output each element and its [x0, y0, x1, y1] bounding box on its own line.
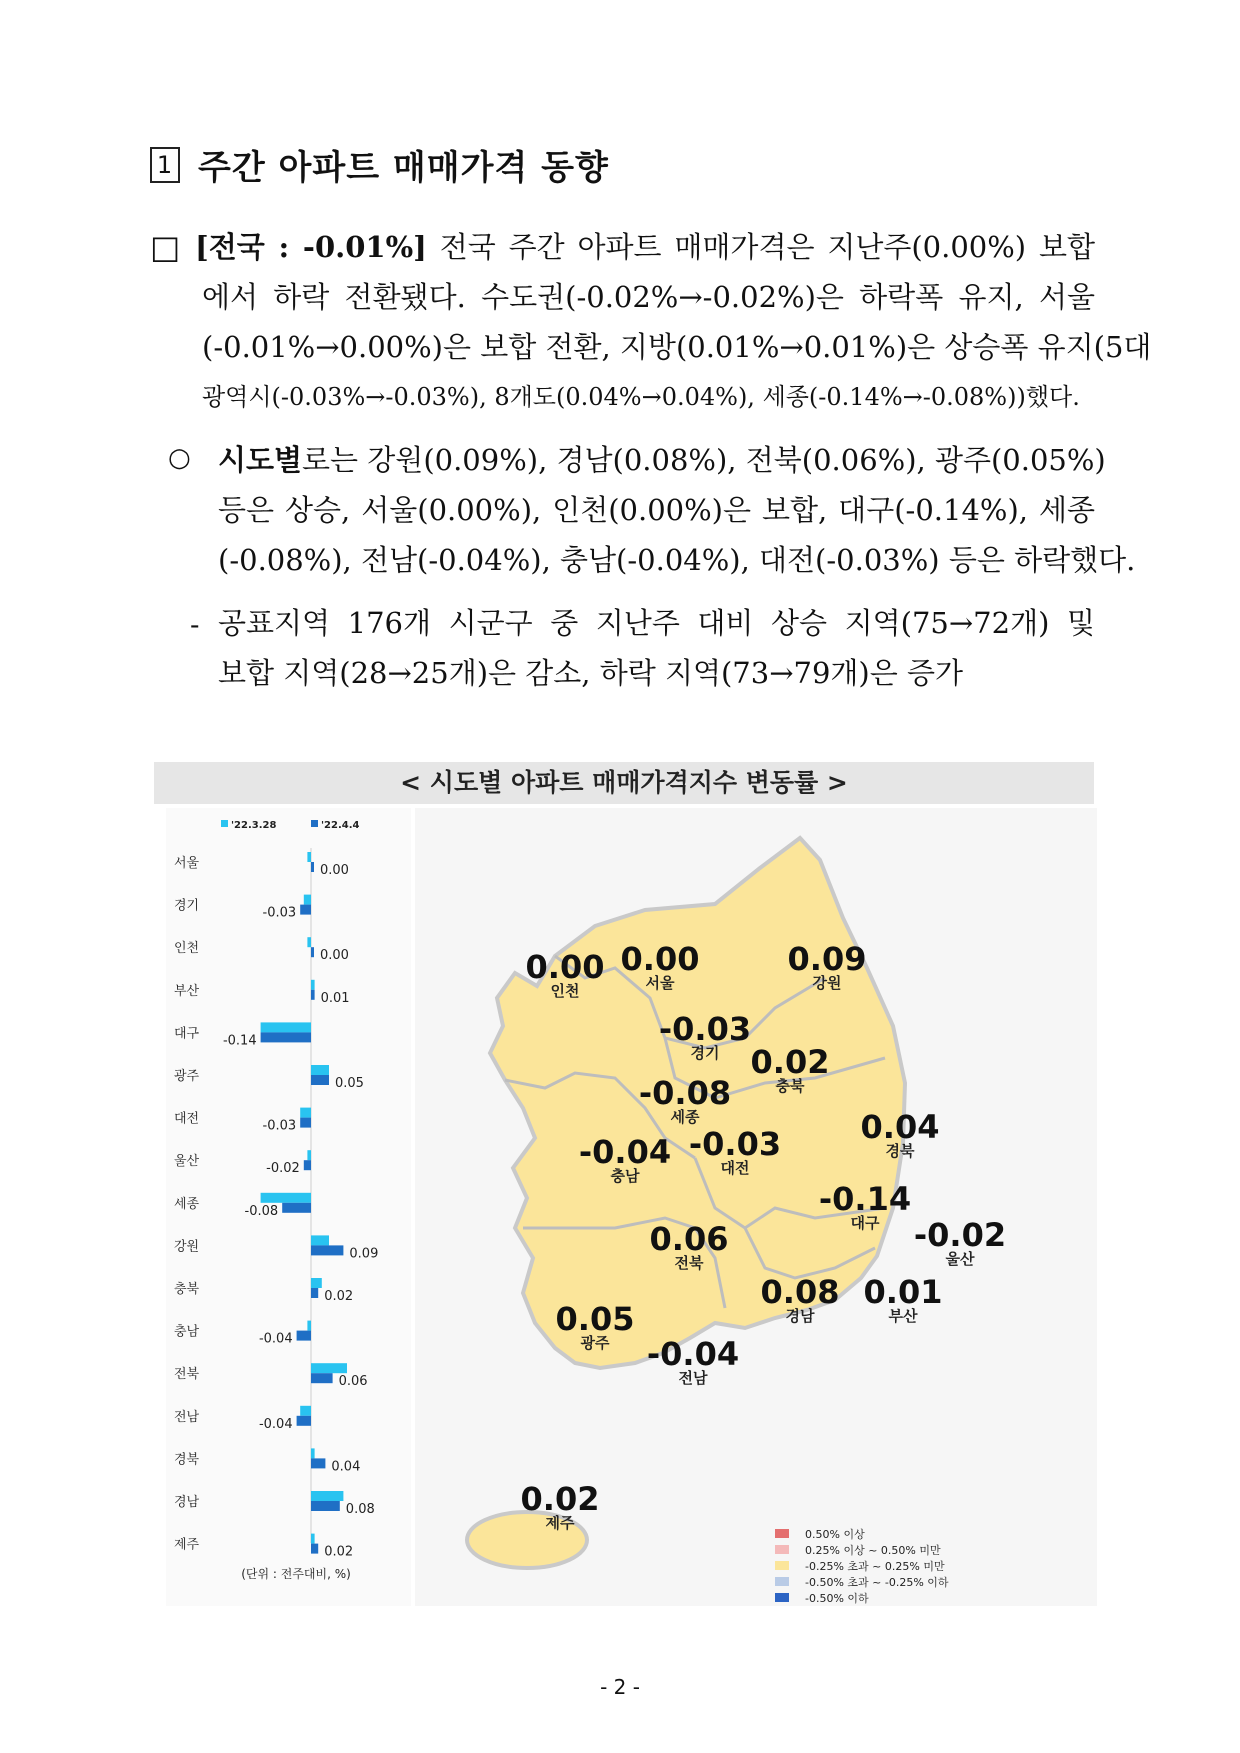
bar: [311, 1235, 329, 1245]
bar: [307, 937, 311, 947]
map-panel: [415, 808, 1097, 1606]
region-name: 제주: [545, 1514, 575, 1532]
category-label: 강원: [174, 1239, 200, 1255]
data-label: -0.03: [262, 1118, 297, 1134]
data-label: -0.02: [266, 1161, 300, 1177]
region-name: 인천: [550, 982, 580, 1000]
regional-paragraph: [218, 435, 1136, 585]
region-name: 충북: [775, 1077, 805, 1095]
bar: [311, 1534, 315, 1544]
bar: [297, 1416, 311, 1426]
bar: [311, 990, 315, 1000]
region-value: -0.03: [658, 1010, 752, 1048]
map-legend-label: 0.50% 이상: [805, 1528, 865, 1541]
regional-line-2: 등은 상승, 서울(0.00%), 인천(0.00%)은 보합, 대구(-0.14%), 세종: [218, 493, 1095, 527]
region-value: -0.08: [638, 1074, 732, 1112]
bar: [311, 1458, 325, 1468]
category-label: 부산: [174, 983, 200, 999]
bar: [300, 1406, 311, 1416]
data-label: 0.02: [324, 1544, 354, 1560]
bar: [304, 895, 311, 905]
region-name: 부산: [888, 1307, 918, 1325]
detail-paragraph: [218, 598, 1095, 698]
region-name: 대구: [850, 1214, 880, 1232]
region-value: -0.04: [646, 1335, 740, 1373]
page-number: - 2 -: [600, 1675, 640, 1699]
summary-line-1: 전국 주간 아파트 매매가격은 지난주(0.00%) 보합: [439, 230, 1096, 264]
region-value: 0.01: [863, 1273, 943, 1311]
category-label: 광주: [174, 1069, 200, 1084]
legend-swatch: [221, 820, 228, 827]
region-name: 전남: [678, 1369, 708, 1387]
region-name: 광주: [580, 1334, 610, 1352]
bar: [300, 1108, 311, 1118]
regional-marker: ○: [168, 443, 191, 473]
summary-paragraph: [195, 222, 1095, 272]
region-name: 충남: [610, 1167, 640, 1185]
bar: [311, 1544, 318, 1554]
bar: [311, 1491, 343, 1501]
section-title: [150, 140, 609, 189]
region-name: 경북: [885, 1142, 915, 1160]
region-value: 0.05: [555, 1300, 635, 1338]
summary-label: [전국 : -0.01%]: [195, 230, 427, 264]
summary-line-4: 광역시(-0.03%→-0.03%), 8개도(0.04%→0.04%), 세종(-0.14%→-0.08%))했다.: [202, 383, 1080, 411]
legend-color-box: [775, 1529, 789, 1538]
region-value: -0.03: [688, 1125, 782, 1163]
summary-line-2: 에서 하락 전환됐다. 수도권(-0.02%→-0.02%)은 하락폭 유지, 서울: [202, 280, 1095, 314]
legend-color-box: [775, 1545, 789, 1554]
data-label: 0.01: [320, 990, 350, 1006]
data-label: 0.09: [349, 1246, 379, 1262]
category-label: 경남: [174, 1495, 200, 1510]
bar: [261, 1022, 311, 1032]
regional-line-3: (-0.08%), 전남(-0.04%), 충남(-0.04%), 대전(-0.03%) 등은 하락했다.: [218, 543, 1136, 577]
bar: [297, 1331, 311, 1341]
region-name: 경남: [785, 1307, 815, 1325]
category-label: 충북: [174, 1282, 200, 1297]
bar: [300, 905, 311, 915]
bar: [311, 1278, 322, 1288]
data-label: 0.00: [320, 948, 349, 964]
summary-marker: □: [150, 228, 181, 266]
region-name: 세종: [670, 1108, 700, 1126]
bar: [311, 947, 314, 957]
section-number: 1: [150, 147, 180, 183]
summary-continuation: [202, 272, 1152, 422]
map-legend-label: -0.50% 이하: [805, 1592, 869, 1605]
map-legend-label: -0.50% 초과 ~ -0.25% 이하: [805, 1576, 949, 1589]
data-label: 0.02: [324, 1289, 354, 1304]
category-label: 대전: [174, 1111, 200, 1127]
bar: [311, 862, 314, 872]
bar: [307, 852, 311, 862]
data-label: 0.00: [320, 863, 349, 878]
bar: [311, 1448, 315, 1458]
bar: [311, 1065, 329, 1075]
bar: [311, 980, 315, 990]
regional-label: 시도별: [218, 443, 303, 477]
bar: [311, 1288, 318, 1298]
region-value: -0.02: [913, 1216, 1007, 1254]
region-value: 0.02: [750, 1043, 830, 1081]
map-legend-label: 0.25% 이상 ~ 0.50% 미만: [805, 1544, 941, 1557]
detail-line-1: 공표지역 176개 시군구 중 지난주 대비 상승 지역(75→72개) 및: [218, 606, 1095, 640]
region-name: 강원: [812, 974, 842, 992]
category-label: 충남: [174, 1324, 200, 1340]
bar: [261, 1193, 311, 1203]
data-label: -0.04: [258, 1331, 293, 1347]
section-title-text: 주간 아파트 매매가격 동향: [198, 148, 609, 188]
bar: [307, 1150, 311, 1160]
region-value: 0.09: [787, 940, 867, 978]
category-label: 경북: [174, 1452, 200, 1468]
legend-color-box: [775, 1577, 789, 1586]
bar: [282, 1203, 311, 1213]
region-name: 전북: [674, 1254, 704, 1272]
category-label: 대구: [174, 1026, 200, 1042]
legend-swatch: [311, 820, 318, 827]
bar-chart: [166, 808, 411, 1606]
data-label: 0.06: [338, 1374, 368, 1390]
bar: [307, 1321, 311, 1331]
region-value: 0.00: [620, 940, 700, 978]
legend-label: '22.4.4: [321, 820, 360, 831]
region-value: -0.04: [578, 1133, 672, 1171]
region-value: 0.08: [760, 1273, 840, 1311]
data-label: 0.04: [331, 1459, 361, 1475]
category-label: 세종: [174, 1196, 200, 1212]
bar: [311, 1075, 329, 1085]
region-name: 경기: [690, 1044, 720, 1062]
unit-note: (단위 : 전주대비, %): [241, 1567, 351, 1581]
data-label: -0.08: [244, 1203, 279, 1219]
bar: [304, 1160, 311, 1170]
bar: [311, 1373, 333, 1383]
region-value: 0.00: [525, 948, 605, 986]
category-label: 인천: [174, 941, 200, 957]
category-label: 전북: [174, 1367, 200, 1383]
map-legend: [775, 1527, 949, 1605]
data-label: -0.14: [222, 1033, 257, 1049]
data-label: -0.03: [262, 905, 297, 921]
region-value: 0.04: [860, 1108, 940, 1146]
region-value: -0.14: [818, 1180, 912, 1218]
bar: [311, 1363, 347, 1373]
korea-map: [415, 808, 1097, 1606]
legend-label: '22.3.28: [231, 820, 277, 831]
data-label: 0.08: [345, 1502, 375, 1517]
region-name: 대전: [720, 1159, 750, 1177]
bar: [300, 1118, 311, 1128]
map-legend-label: -0.25% 초과 ~ 0.25% 미만: [805, 1560, 945, 1573]
legend-color-box: [775, 1593, 789, 1602]
regional-line-1: 로는 강원(0.09%), 경남(0.08%), 전북(0.06%), 광주(0.05%): [302, 443, 1106, 477]
bar: [261, 1032, 311, 1042]
legend-color-box: [775, 1561, 789, 1570]
category-label: 전남: [174, 1409, 200, 1425]
bar: [311, 1245, 343, 1255]
region-name: 서울: [645, 974, 675, 992]
region-name: 울산: [945, 1250, 975, 1268]
summary-line-3: (-0.01%→0.00%)은 보합 전환, 지방(0.01%→0.01%)은 상승폭 유지(5대: [202, 330, 1152, 364]
bar-chart-panel: [166, 808, 411, 1606]
region-value: 0.02: [520, 1480, 600, 1518]
data-label: 0.05: [335, 1076, 364, 1091]
detail-marker: -: [190, 608, 200, 641]
category-label: 제주: [174, 1537, 200, 1553]
region-value: 0.06: [649, 1220, 729, 1258]
bar: [311, 1501, 340, 1511]
detail-line-2: 보합 지역(28→25개)은 감소, 하락 지역(73→79개)은 증가: [218, 656, 963, 690]
category-label: 울산: [174, 1154, 200, 1170]
data-label: -0.04: [258, 1416, 293, 1432]
category-label: 경기: [174, 898, 200, 914]
category-label: 서울: [174, 856, 200, 871]
figure-title: < 시도별 아파트 매매가격지수 변동률 >: [154, 762, 1094, 804]
